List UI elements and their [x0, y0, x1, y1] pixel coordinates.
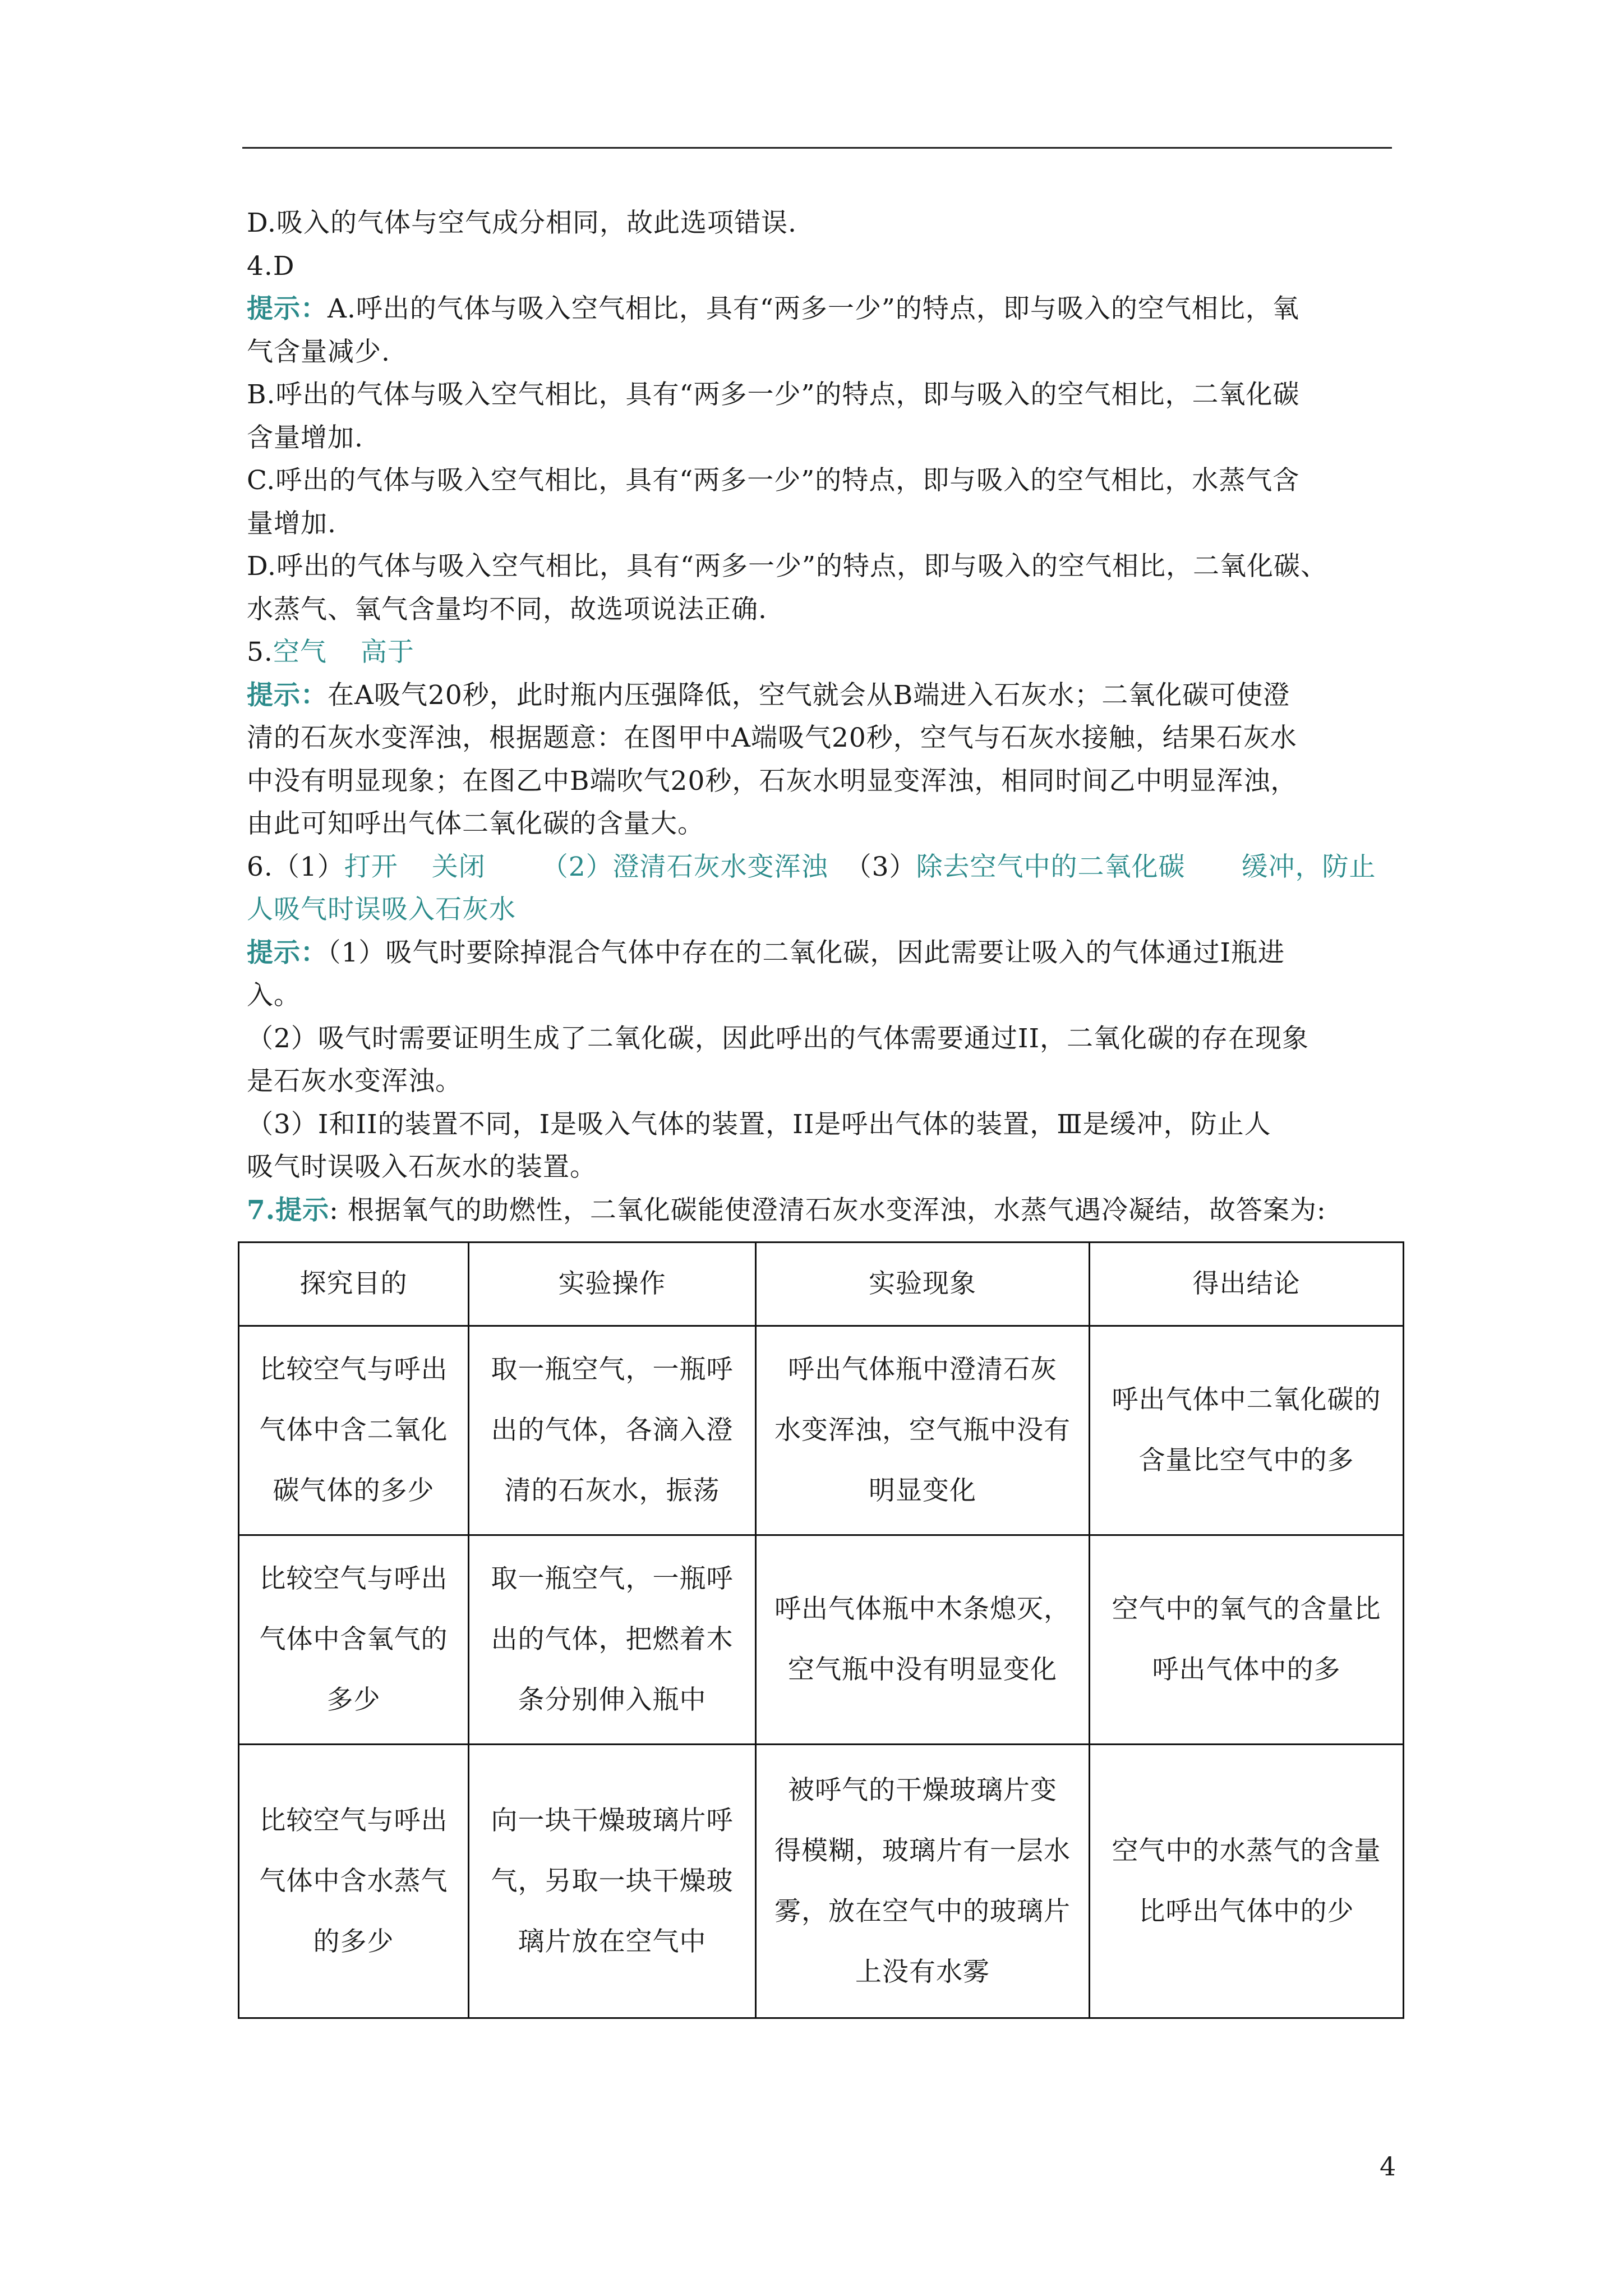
text-line: 是石灰水变浑浊。	[247, 1066, 462, 1097]
answer-value: 关闭	[431, 851, 486, 882]
answer-marker: （2）	[541, 851, 613, 882]
text-line	[247, 674, 1402, 717]
text-line: 清的石灰水变浑浊，根据题意：在图甲中A端吸气20秒，空气与石灰水接触，结果石灰水	[247, 723, 1297, 753]
text-line: 由此可知呼出气体二氧化碳的含量大。	[247, 808, 704, 839]
answer-text	[247, 202, 1402, 1232]
hint-label: 提示：	[247, 293, 328, 324]
table-cell: 比较空气与呼出 气体中含氧气的 多少	[239, 1535, 469, 1745]
text-line: 吸气时误吸入石灰水的装置。	[247, 1152, 597, 1182]
column-header: 探究目的	[239, 1243, 469, 1326]
text-line: 水蒸气、氧气含量均不同，故选项说法正确.	[247, 593, 767, 625]
table-row	[239, 1326, 1404, 1535]
table-cell: 呼出气体中二氧化碳的 含量比空气中的多	[1090, 1326, 1404, 1535]
answer-value: 打开	[344, 851, 398, 882]
column-header: 实验现象	[756, 1243, 1090, 1326]
answer-value: 缓冲，防止	[1241, 851, 1376, 882]
text-line: 量增加.	[247, 508, 336, 539]
hint-label: 提示：	[247, 679, 328, 711]
header-rule	[242, 147, 1392, 149]
hint-label: 提示：	[247, 937, 328, 968]
hint-text: : 根据氧气的助燃性，二氧化碳能使澄清石灰水变浑浊，水蒸气遇冷凝结，故答案为:	[329, 1194, 1326, 1226]
text-line: 4.D	[247, 250, 295, 282]
answer-value: 空气	[273, 637, 327, 668]
table-row	[239, 1535, 1404, 1745]
text-line: 含量增加.	[247, 422, 363, 453]
answer-value: 澄清石灰水变浑浊	[612, 851, 828, 882]
table-cell: 比较空气与呼出 气体中含二氧化 碳气体的多少	[239, 1326, 469, 1535]
table-cell: 空气中的水蒸气的含量 比呼出气体中的少	[1090, 1745, 1404, 2018]
table-cell: 比较空气与呼出 气体中含水蒸气 的多少	[239, 1745, 469, 2018]
table-cell: 呼出气体瓶中木条熄灭， 空气瓶中没有明显变化	[756, 1535, 1090, 1745]
column-header: 实验操作	[469, 1243, 756, 1326]
text-line	[247, 932, 1402, 975]
text-line: （3）I和II的装置不同，I是吸入气体的装置，II是呼出气体的装置，Ⅲ是缓冲，防止人	[247, 1108, 1271, 1140]
table-cell: 呼出气体瓶中澄清石灰 水变浑浊，空气瓶中没有 明显变化	[756, 1326, 1090, 1535]
text-line: C.呼出的气体与吸入空气相比，具有“两多一少”的特点，即与吸入的空气相比，水蒸气含	[247, 465, 1300, 496]
table-cell: 空气中的氧气的含量比 呼出气体中的多	[1090, 1535, 1404, 1745]
page-number: 4	[1380, 2151, 1396, 2182]
table-header-row	[239, 1243, 1404, 1326]
answer-line-6	[247, 846, 1402, 889]
question-number: 6.（1）	[247, 851, 344, 882]
answer-marker: （3）	[845, 851, 916, 882]
text-line: D.吸入的气体与空气成分相同，故此选项错误.	[247, 208, 797, 238]
answer-line-5	[247, 631, 1402, 674]
hint-text: （1）吸气时要除掉混合气体中存在的二氧化碳，因此需要让吸入的气体通过I瓶进	[328, 937, 1285, 968]
answer-value: 高于	[360, 637, 414, 668]
column-header: 得出结论	[1090, 1243, 1404, 1326]
answer-value: 除去空气中的二氧化碳	[916, 851, 1186, 882]
hint-text: A.呼出的气体与吸入空气相比，具有“两多一少”的特点，即与吸入的空气相比，氧	[328, 293, 1299, 324]
table-row	[239, 1745, 1404, 2018]
text-line: 中没有明显现象；在图乙中B端吹气20秒，石灰水明显变浑浊，相同时间乙中明显浑浊，	[247, 765, 1298, 797]
text-line: 人吸气时误吸入石灰水	[247, 894, 516, 925]
text-line: （2）吸气时需要证明生成了二氧化碳，因此呼出的气体需要通过II，二氧化碳的存在现象	[247, 1023, 1310, 1054]
text-line	[247, 288, 1402, 331]
question-number: 5.	[247, 637, 273, 668]
text-line: 气含量减少.	[247, 336, 390, 367]
text-line: B.呼出的气体与吸入空气相比，具有“两多一少”的特点，即与吸入的空气相比，二氧化碳	[247, 379, 1300, 410]
table-cell: 取一瓶空气，一瓶呼 出的气体，各滴入澄 清的石灰水，振荡	[469, 1326, 756, 1535]
table-cell: 取一瓶空气，一瓶呼 出的气体，把燃着木 条分别伸入瓶中	[469, 1535, 756, 1745]
hint-text: 在A吸气20秒，此时瓶内压强降低，空气就会从B端进入石灰水；二氧化碳可使澄	[328, 679, 1290, 711]
results-table	[238, 1241, 1404, 2019]
hint-label: 7.提示	[247, 1194, 330, 1226]
text-line: D.呼出的气体与吸入空气相比，具有“两多一少”的特点，即与吸入的空气相比，二氧化碳、	[247, 551, 1328, 582]
table-cell: 被呼气的干燥玻璃片变 得模糊，玻璃片有一层水 雾，放在空气中的玻璃片 上没有水雾	[756, 1745, 1090, 2018]
text-line	[247, 1189, 1402, 1232]
text-line: 入。	[247, 980, 301, 1011]
table-cell: 向一块干燥玻璃片呼 气，另取一块干燥玻 璃片放在空气中	[469, 1745, 756, 2018]
